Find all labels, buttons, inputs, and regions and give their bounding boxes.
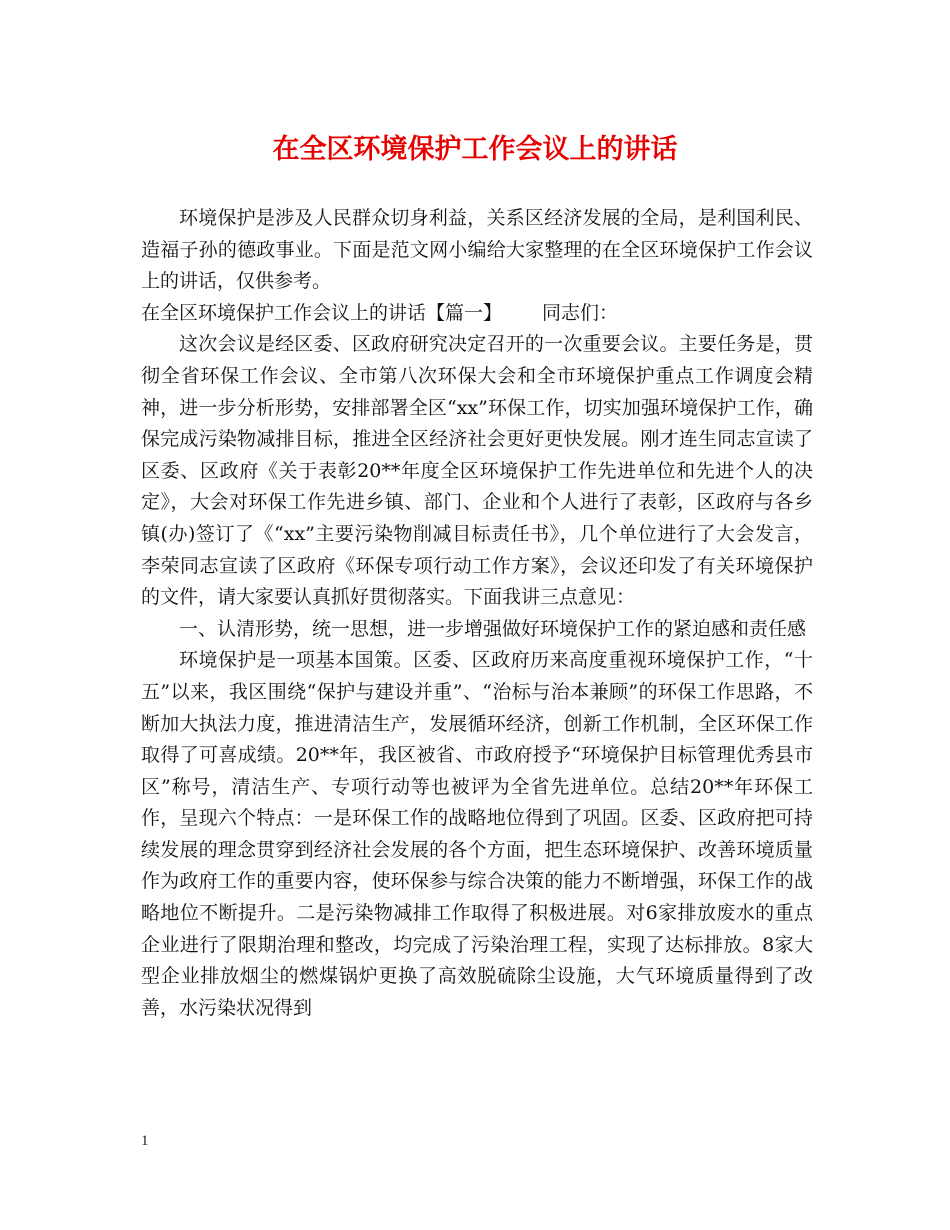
page-number: 1: [141, 1133, 149, 1149]
point-1-heading: 一、认清形势，统一思想，进一步增强做好环境保护工作的紧迫感和责任感: [179, 617, 807, 640]
heading-spacer: [502, 298, 542, 330]
document-body: [141, 203, 813, 1024]
salutation: 同志们：: [542, 301, 619, 324]
body-paragraph-1: 这次会议是经区委、区政府研究决定召开的一次重要会议。主要任务是，贯彻全省环保工作会议、全市第八次环保大会和全市环境保护重点工作调度会精神，进一步分析形势，安排部署全区“xx”环保工作，切实加强环境保护工作，确保完成污染物减排目标，推进全区经济社会更好更快发展。刚才连生同志宣读了区委、区政府《关于表彰20**年度全区环境保护工作先进单位和先进个人的决定》，大会对环保工作先进乡镇、部门、企业和个人进行了表彰，区政府与各乡镇(办)签订了《“xx”主要污染物削减目标责任书》，几个单位进行了大会发言，李荣同志宣读了区政府《环保专项行动工作方案》，会议还印发了有关环境保护的文件，请大家要认真抓好贯彻落实。下面我讲三点意见：: [141, 333, 813, 609]
body-paragraph-2: 环境保护是一项基本国策。区委、区政府历来高度重视环境保护工作，“十五”以来，我区围绕“保护与建设并重”、“治标与治本兼顾”的环保工作思路，不断加大执法力度，推进清洁生产，发展循环经济，创新工作机制，全区环保工作取得了可喜成绩。20**年，我区被省、市政府授予“环境保护目标管理优秀县市区”称号，清洁生产、专项行动等也被评为全省先进单位。总结20**年环保工作，呈现六个特点：一是环保工作的战略地位得到了巩固。区委、区政府把可持续发展的理念贯穿到经济社会发展的各个方面，把生态环境保护、改善环境质量作为政府工作的重要内容，使环保参与综合决策的能力不断增强，环保工作的战略地位不断提升。二是污染物减排工作取得了积极进展。对6家排放废水的重点企业进行了限期治理和整改，均完成了污染治理工程，实现了达标排放。8家大型企业排放烟尘的燃煤锅炉更换了高效脱硫除尘设施，大气环境质量得到了改善，水污染状况得到: [141, 649, 813, 1019]
section-heading: 在全区环境保护工作会议上的讲话【篇一】: [141, 301, 503, 324]
intro-paragraph: 环境保护是涉及人民群众切身利益，关系区经济发展的全局，是利国利民、造福子孙的德政事业。下面是范文网小编给大家整理的在全区环境保护工作会议上的讲话，仅供参考。: [141, 207, 813, 293]
document-title: 在全区环境保护工作会议上的讲话: [272, 134, 678, 165]
section-heading-line: [141, 298, 813, 330]
